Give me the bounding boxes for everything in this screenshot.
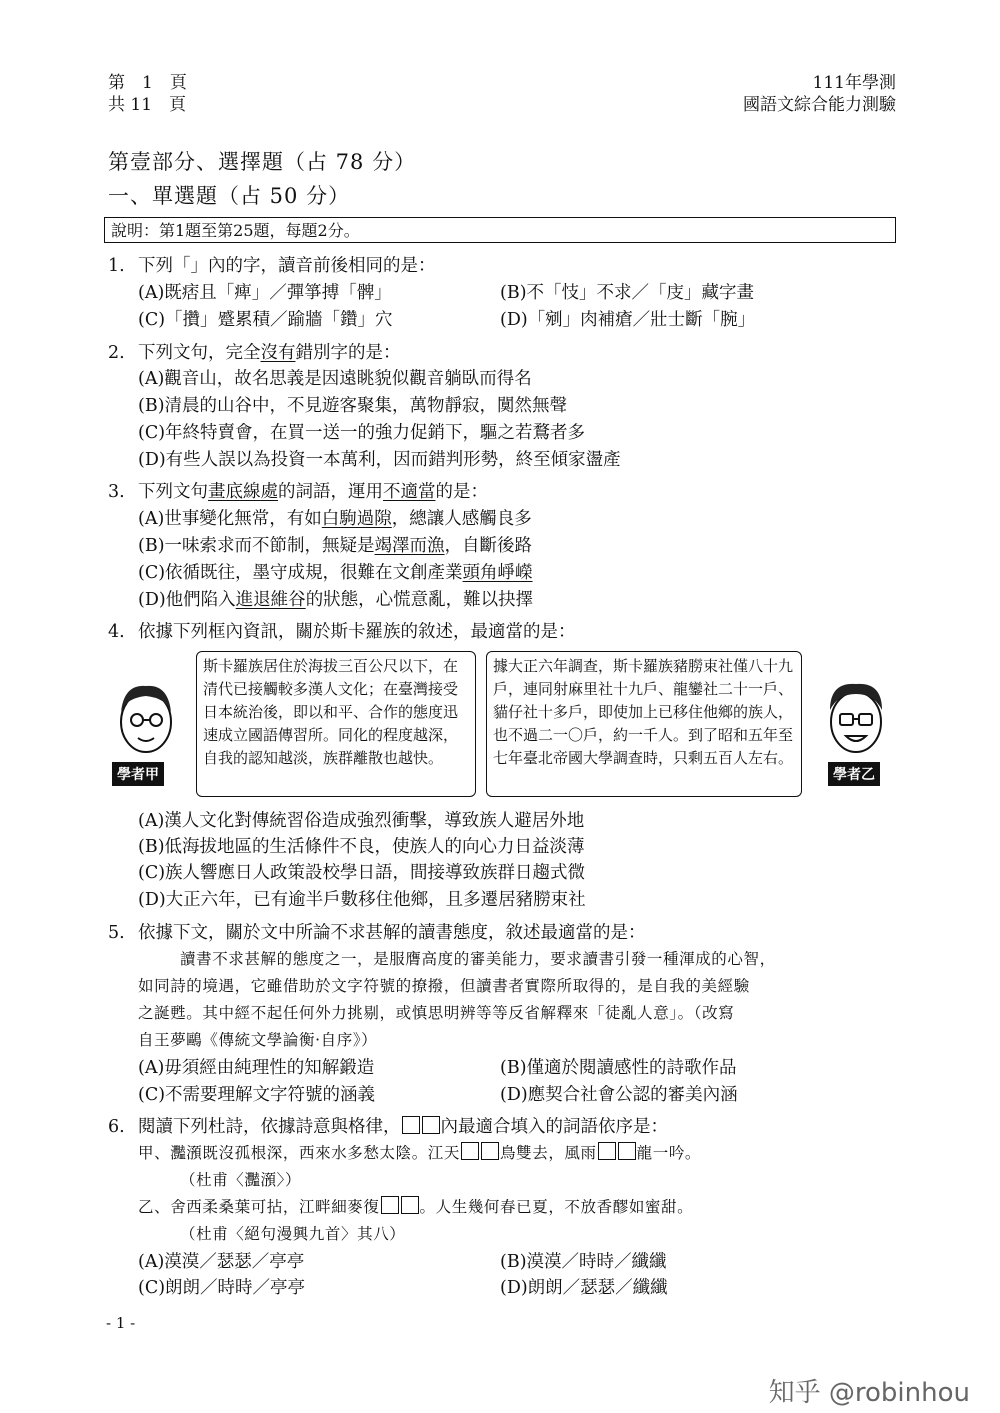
question-3 [108, 479, 488, 506]
question-stem: 下列「」內的字，讀音前後相同的是： [138, 256, 436, 276]
option-text: (C)依循既往，墨守成規，很難在文創產業 [138, 563, 463, 583]
option-text: ，總讓人感觸良多 [391, 509, 532, 529]
scholar-a-portrait [106, 672, 186, 762]
passage-line: 讀書不求甚解的態度之一，是服膺高度的審美能力，要求讀書引發一種渾成的心智， [180, 950, 776, 968]
underlined-phrase: 頭角崢嶸 [462, 563, 533, 583]
underlined-phrase: 白駒過隙 [321, 509, 392, 529]
poem-jia [138, 1140, 701, 1167]
option-text: ，自斷後路 [444, 536, 533, 556]
q3-option-c[interactable] [138, 560, 533, 587]
q6-option-b[interactable]: (B)漠漠／時時／纖纖 [500, 1252, 667, 1272]
q2-option-c[interactable]: (C)年終特賣會，在買一送一的強力促銷下，驅之若鶩者多 [138, 423, 586, 443]
q4-option-d[interactable]: (D)大正六年，已有逾半戶數移住他鄉，且多遷居豬朥束社 [138, 890, 586, 910]
q1-option-b[interactable]: (B)不「忮」不求／「庋」藏字畫 [500, 283, 755, 303]
question-number: 2. [108, 343, 125, 363]
question-1 [108, 253, 436, 280]
watermark: 知乎 @robinhou [768, 1378, 970, 1408]
option-text: (B)一味索求而不節制，無疑是 [138, 536, 375, 556]
question-number: 1. [108, 256, 125, 276]
exam-subject: 國語文綜合能力測驗 [743, 95, 896, 115]
instructions-box: 說明：第1題至第25題，每題2分。 [104, 217, 896, 243]
blank-box [461, 1142, 479, 1160]
question-stem-end: 錯別字的是： [295, 343, 401, 363]
poem-jia-source: （杜甫〈灩澦〉） [180, 1171, 302, 1189]
passage-line: 之誕甦。其中經不起任何外力挑剔，或慎思明辨等等反省解釋來「徒亂人意」。（改寫 [138, 1004, 735, 1022]
q5-option-d[interactable]: (D)應契合社會公認的審美內涵 [500, 1085, 738, 1105]
blank-box [402, 1116, 420, 1134]
poem-yi-source: （杜甫〈絕句漫興九首〉其八） [180, 1225, 406, 1243]
q3-option-b[interactable] [138, 533, 532, 560]
q5-option-a[interactable]: (A)毋須經由純理性的知解鍛造 [138, 1058, 375, 1078]
passage-line: 自王夢鷗《傳統文學論衡·自序》） [138, 1031, 378, 1049]
poem-text: 鳥雙去，風雨 [500, 1144, 597, 1162]
underlined-phrase: 進退維谷 [235, 590, 306, 610]
q2-option-d[interactable]: (D)有些人誤以為投資一本萬利，因而錯判形勢，終至傾家盪產 [138, 450, 621, 470]
q1-option-c[interactable]: (C)「攢」蹙累積／踰牆「鑽」穴 [138, 310, 393, 330]
option-text: 的狀態，心慌意亂，難以抉擇 [305, 590, 534, 610]
q5-option-b[interactable]: (B)僅適於閱讀感性的詩歌作品 [500, 1058, 737, 1078]
q4-option-b[interactable]: (B)低海拔地區的生活條件不良，使族人的向心力日益淡薄 [138, 837, 585, 857]
q2-option-b[interactable]: (B)清晨的山谷中，不見遊客聚集，萬物靜寂，闃然無聲 [138, 396, 568, 416]
page-number-block [108, 72, 187, 116]
option-text: (D)他們陷入 [138, 590, 236, 610]
poem-text: 。人生幾何春已夏，不放香醪如蜜甜。 [419, 1198, 694, 1216]
question-2 [108, 340, 401, 367]
subsection-title: 一、單選題（占 50 分） [108, 184, 351, 208]
q6-option-d[interactable]: (D)朗朗／瑟瑟／纖纖 [500, 1278, 668, 1298]
question-stem-end: 的是： [435, 482, 488, 502]
scholar-a-label: 學者甲 [112, 762, 164, 786]
question-stem-mid: 的詞語，運用 [278, 482, 383, 502]
question-stem: 閱讀下列杜詩，依據詩意與格律， [138, 1117, 401, 1137]
page-footer: - 1 - [106, 1314, 136, 1332]
q1-option-a[interactable]: (A)既痞且「痺」／彈箏搏「髀」 [138, 283, 392, 303]
question-stem: 依據下列框內資訊，關於斯卡羅族的敘述，最適當的是： [138, 622, 576, 642]
section-title: 第壹部分、選擇題（占 78 分） [108, 150, 417, 174]
blank-box [401, 1196, 419, 1214]
scholar-b-speech-box: 據大正六年調查，斯卡羅族豬朥束社僅八十九戶，連同射麻里社十九戶、龍鑾社二十一戶、貓仔社十多戶，即使加上已移住他鄉的族人，也不過二一〇戶，約一千人。到了昭和五年至七年臺北帝國大學調查時，只剩五百人左右。 [486, 651, 802, 797]
page-number: 第 1 頁 [108, 73, 187, 93]
q1-option-d[interactable]: (D)「剜」肉補瘡／壯士斷「腕」 [500, 310, 756, 330]
scholar-a-speech-box: 斯卡羅族居住於海拔三百公尺以下，在清代已接觸較多漢人文化；在臺灣接受日本統治後，即以和平、合作的態度迅速成立國語傳習所。同化的程度越深，自我的認知越淡，族群離散也越快。 [196, 651, 476, 797]
underlined-word: 不適當 [383, 482, 436, 502]
blank-box [481, 1142, 499, 1160]
question-number: 4. [108, 622, 125, 642]
blank-box [381, 1196, 399, 1214]
q5-passage [138, 946, 898, 1054]
q3-option-a[interactable] [138, 506, 532, 533]
scholar-b-label: 學者乙 [828, 762, 880, 786]
scholar-b-portrait [816, 672, 896, 762]
underlined-word: 沒有 [260, 343, 296, 363]
question-stem-end: 內最適合填入的詞語依序是： [440, 1117, 668, 1137]
question-5 [108, 920, 646, 947]
question-stem: 下列文句，完全 [138, 343, 261, 363]
blank-box [618, 1142, 636, 1160]
blank-box [598, 1142, 616, 1160]
question-number: 5. [108, 923, 125, 943]
exam-year: 111年學測 [812, 73, 896, 93]
exam-title-block [743, 72, 896, 116]
poem-text: 龍一吟。 [636, 1144, 702, 1162]
poem-text: 乙、舍西柔桑葉可拈，江畔細麥復 [138, 1198, 380, 1216]
q3-option-d[interactable] [138, 587, 533, 614]
underlined-phrase: 竭澤而漁 [374, 536, 445, 556]
question-stem: 依據下文，關於文中所論不求甚解的讀書態度，敘述最適當的是： [138, 923, 646, 943]
question-stem: 下列文句 [138, 482, 208, 502]
q4-option-a[interactable]: (A)漢人文化對傳統習俗造成強烈衝擊，導致族人避居外地 [138, 811, 585, 831]
poem-yi [138, 1194, 693, 1221]
q2-option-a[interactable]: (A)觀音山，故名思義是因遠眺貌似觀音躺臥而得名 [138, 369, 532, 389]
q5-option-c[interactable]: (C)不需要理解文字符號的涵義 [138, 1085, 376, 1105]
q6-option-a[interactable]: (A)漠漠／瑟瑟／亭亭 [138, 1252, 305, 1272]
total-pages: 共 11 頁 [108, 95, 187, 115]
q4-option-c[interactable]: (C)族人響應日人政策設校學日語，間接導致族群日趨式微 [138, 863, 586, 883]
underlined-word: 畫底線處 [208, 482, 278, 502]
question-number: 6. [108, 1117, 125, 1137]
q6-option-c[interactable]: (C)朗朗／時時／亭亭 [138, 1278, 306, 1298]
question-number: 3. [108, 482, 125, 502]
passage-line: 如同詩的境遇，它雖借助於文字符號的撩撥，但讀書者實際所取得的，是自我的美經驗 [138, 977, 750, 995]
question-6 [108, 1114, 668, 1141]
poem-text: 甲、灩澦既沒孤根深，西來水多愁太陰。江天 [138, 1144, 461, 1162]
blank-box [422, 1116, 440, 1134]
question-4 [108, 619, 576, 646]
option-text: (A)世事變化無常，有如 [138, 509, 322, 529]
